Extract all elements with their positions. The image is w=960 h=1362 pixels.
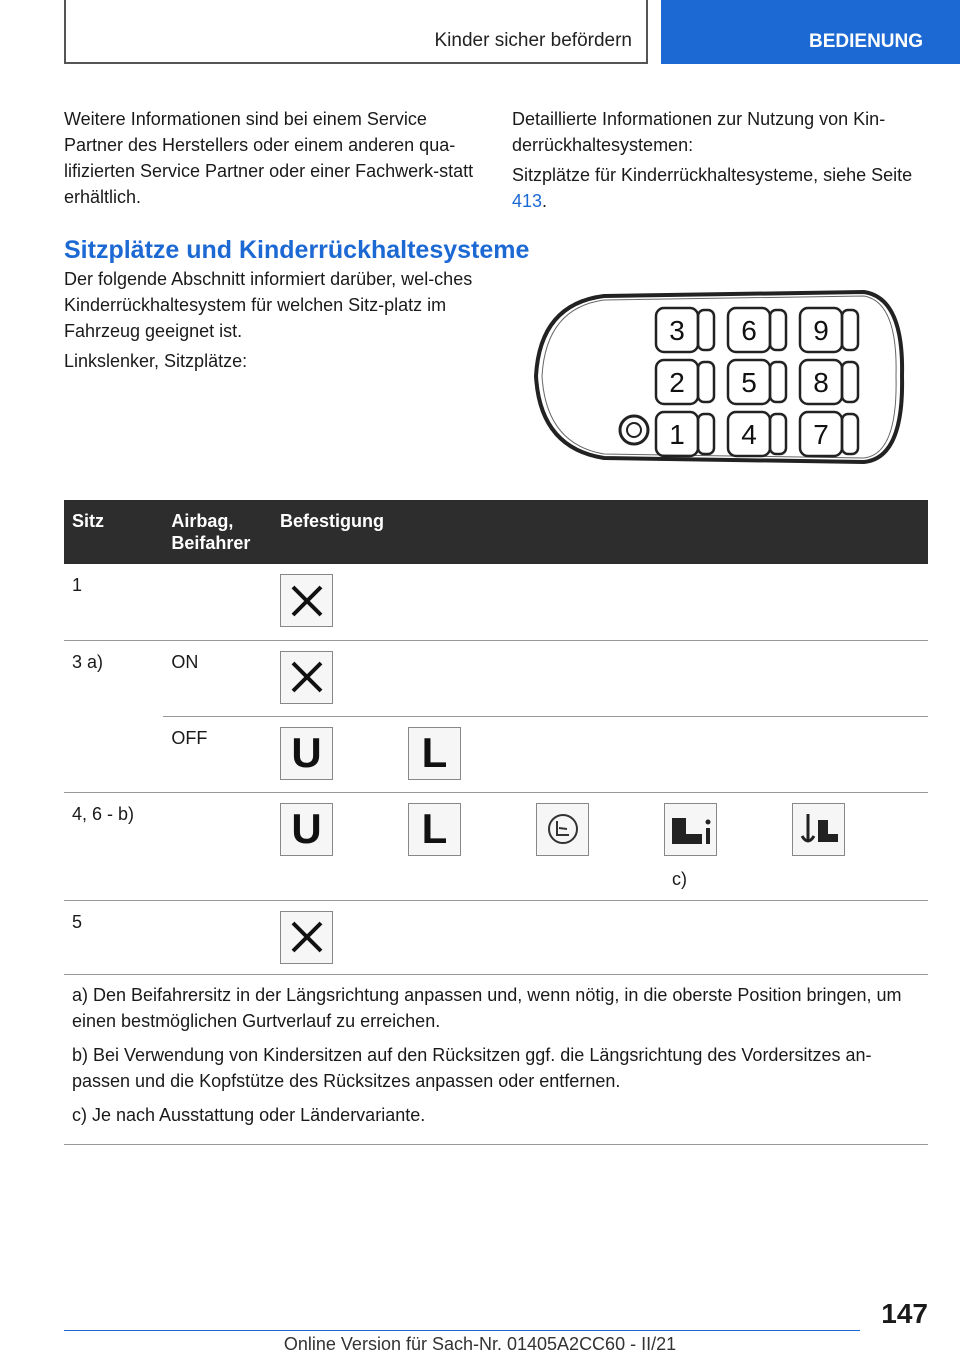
svg-text:5: 5 (741, 367, 757, 398)
seat-2 (656, 360, 714, 404)
svg-text:4: 4 (741, 419, 757, 450)
section-heading: Sitzplätze und Kinderrückhaltesysteme (64, 236, 530, 264)
page-number: 147 (881, 1298, 928, 1329)
seat-1 (656, 412, 714, 456)
footnotes (64, 972, 928, 1145)
section-tab (661, 0, 960, 64)
chapter-tab (64, 0, 648, 64)
steering-wheel-icon (620, 416, 648, 444)
intro-right-paragraph-2: Sitzplätze für Kinderrückhaltesysteme, siehe Seite 413. (512, 165, 913, 211)
universal-u-icon: U (280, 803, 333, 856)
seat-8 (800, 360, 858, 404)
i-size-seat-icon (536, 803, 589, 856)
header-seat: Sitz (64, 500, 163, 564)
footnote-b: b) Bei Verwendung von Kindersitzen auf den Rücksitzen ggf. die Längsrichtung des Vordersitzes an-passen und die Kopfstütze des Rücksitzes anpassen oder entfernen. (72, 1045, 872, 1091)
svg-text:9: 9 (813, 315, 829, 346)
table-row: 4, 6 - b) U L c) (64, 792, 928, 900)
svg-text:3: 3 (669, 315, 685, 346)
svg-text:1: 1 (669, 419, 685, 450)
intro-right-paragraph-1: Detaillierte Informationen zur Nutzung von Kin-derrückhaltesystemen: (512, 109, 886, 155)
footer-text: Online Version für Sach-Nr. 01405A2CC60 - II/21 (283, 1334, 677, 1354)
isofix-l-icon: L (408, 727, 461, 780)
section-title: BEDIENUNG (809, 31, 924, 52)
seat-6 (728, 308, 786, 352)
section-paragraph: Der folgende Abschnitt informiert darüber, wel-ches Kinderrückhaltesystem für welchen Sitz-platz im Fahrzeug geeignet ist. (64, 269, 473, 341)
seat-9 (800, 308, 858, 352)
footnote-c: c) Je nach Ausstattung oder Ländervariante. (72, 1105, 426, 1125)
svg-text:8: 8 (813, 367, 829, 398)
note-c: c) (672, 868, 687, 889)
table-row: 5 (64, 900, 928, 974)
intro-left-paragraph: Weitere Informationen sind bei einem Service Partner des Herstellers oder einem anderen qua-lifizierten Service Partner oder einer Fachwerk-statt erhältlich. (64, 109, 474, 207)
layout-label: Linkslenker, Sitzplätze: (64, 351, 248, 371)
anchor-seat-icon (792, 803, 845, 856)
seat-7 (800, 412, 858, 456)
header-fastening: Befestigung (272, 500, 928, 564)
cross-icon (280, 651, 333, 704)
svg-text:6: 6 (741, 315, 757, 346)
seat-5 (728, 360, 786, 404)
footer-rule (64, 1330, 860, 1331)
table-row: OFF U L (64, 716, 928, 792)
seat-4 (728, 412, 786, 456)
seat-3 (656, 308, 714, 352)
booster-i-icon (664, 803, 717, 856)
page-link[interactable]: 413 (512, 191, 543, 211)
isofix-l-icon: L (408, 803, 461, 856)
seat-layout-diagram (534, 288, 908, 466)
table-row: 3 a) ON (64, 640, 928, 716)
cross-icon (280, 574, 333, 627)
cross-icon (280, 911, 333, 964)
footnote-a: a) Den Beifahrersitz in der Längsrichtung anpassen und, wenn nötig, in die oberste Position bringen, um einen bestmöglichen Gurtverlauf zu erreichen. (72, 985, 902, 1031)
chapter-title: Kinder sicher befördern (434, 30, 632, 51)
svg-text:7: 7 (813, 419, 829, 450)
child-seat-table (64, 500, 928, 975)
header-airbag: Airbag, Beifahrer (163, 500, 272, 564)
svg-text:2: 2 (669, 367, 685, 398)
table-row: 1 (64, 564, 928, 640)
universal-u-icon: U (280, 727, 333, 780)
page-reference-text: Sitzplätze für Kinderrückhaltesysteme, siehe Seite (512, 165, 913, 185)
